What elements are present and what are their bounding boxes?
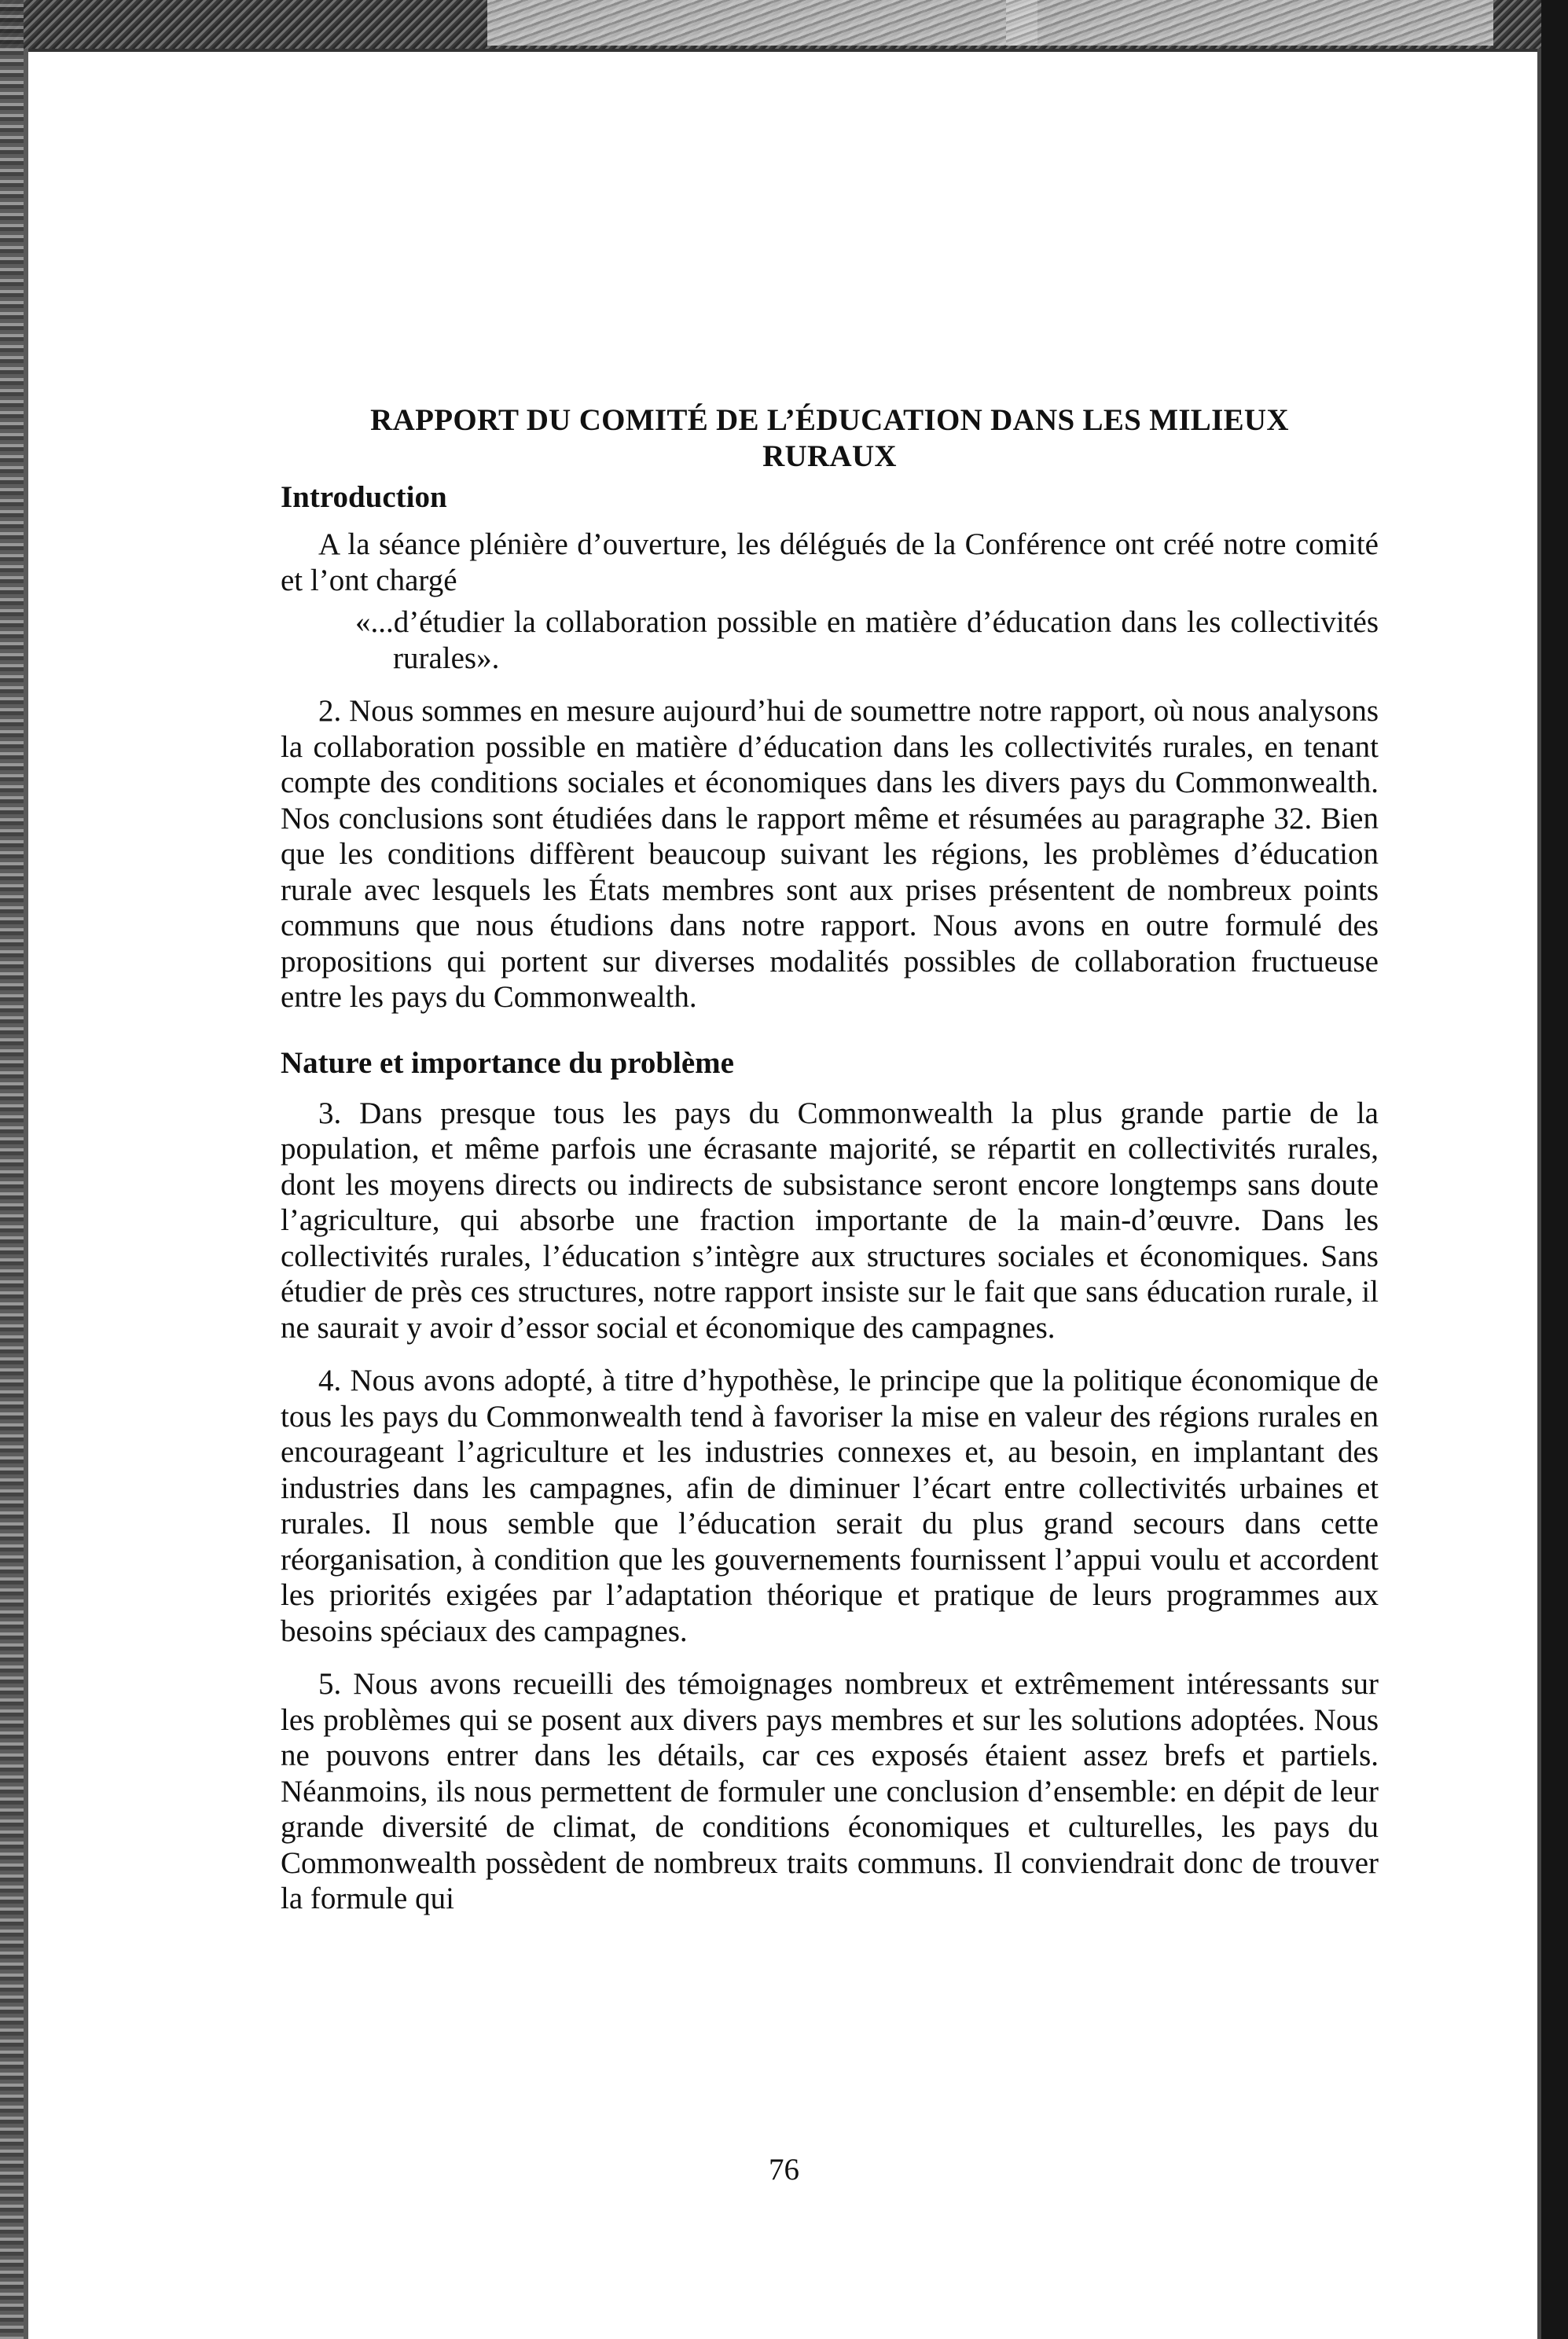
quote-mandate: «...d’étudier la collaboration possible en matière d’éducation dans les collectivités rurales». bbox=[355, 605, 1379, 675]
page-top-edge bbox=[28, 49, 1537, 52]
scan-border-right-edge bbox=[1537, 49, 1541, 2339]
paragraph-3: 3. Dans presque tous les pays du Commonwealth la plus grande partie de la population, et même parfois une écrasante majorité, se répartit en collectivités rurales, dont les moyens directs ou indirects de subsistance seront encore longtemps sans doute l’agriculture, qui absorbe une fraction importante de la main-d’œuvre. Dans les collectivités rurales, l’éducation s’intègre aux structures sociales et économiques. Sans étudier de près ces structures, notre rapport insiste sur le fait que sans éducation rurale, il ne saurait y avoir d’essor social et économique des campagnes. bbox=[281, 1096, 1379, 1345]
scan-border-left bbox=[0, 0, 24, 2339]
page-number: 76 bbox=[769, 2153, 799, 2187]
paragraph-4: 4. Nous avons adopté, à titre d’hypothèse, le principe que la politique économique de tous les pays du Commonwealth tend à favoriser la mise en valeur des régions rurales en encourageant l’agriculture et les industries connexes et, au besoin, en implantant des industries dans les campagnes, afin de diminuer l’écart entre collectivités urbaines et rurales. Il nous semble que l’éducation serait du plus grand secours dans cette réorganisation, à condition que les gouvernements fournissent l’appui voulu et accordent les priorités exigées par l’adaptation théorique et pratique de leurs programmes aux besoins spéciaux des campagnes. bbox=[281, 1364, 1379, 1648]
scan-border-left-inner bbox=[24, 49, 28, 2339]
document-body bbox=[281, 402, 1379, 1917]
document-title-line-1: RAPPORT DU COMITÉ DE L’ÉDUCATION DANS LES MILIEUX bbox=[370, 403, 1289, 437]
section-heading-introduction: Introduction bbox=[281, 480, 447, 514]
paragraph-5: 5. Nous avons recueilli des témoignages nombreux et extrêmement intéressants sur les problèmes qui se posent aux divers pays membres et sur les solutions adoptées. Nous ne pouvons entrer dans les détails, car ces exposés étaient assez brefs et partiels. Néanmoins, ils nous permettent de formuler une conclusion d’ensemble: en dépit de leur grande diversité de climat, de conditions économiques et culturelles, les pays du Commonwealth possèdent de nombreux traits communs. Il conviendrait donc de trouver la formule qui bbox=[281, 1667, 1379, 1915]
paragraph-intro: A la séance plénière d’ouverture, les délégués de la Conférence ont créé notre comité et l’ont chargé bbox=[281, 527, 1379, 597]
section-heading-nature: Nature et importance du problème bbox=[281, 1045, 734, 1080]
scan-noise-top bbox=[487, 0, 1037, 46]
scan-border-right bbox=[1541, 0, 1568, 2339]
document-title-line-2: RURAUX bbox=[762, 439, 897, 473]
paragraph-2: 2. Nous sommes en mesure aujourd’hui de soumettre notre rapport, où nous analysons la collaboration possible en matière d’éducation dans les collectivités rurales, en tenant compte des conditions sociales et économiques dans les divers pays du Commonwealth. Nos conclusions sont étudiées dans le rapport même et résumées au paragraphe 32. Bien que les conditions diffèrent beaucoup suivant les régions, les problèmes d’éducation rurale avec lesquels les États membres sont aux prises présentent de nombreux points communs que nous étudions dans notre rapport. Nous avons en outre formulé des propositions qui portent sur diverses modalités possibles de collaboration fructueuse entre les pays du Commonwealth. bbox=[281, 694, 1379, 1014]
scan-noise-top-right bbox=[1006, 0, 1493, 46]
document-title bbox=[281, 402, 1379, 475]
